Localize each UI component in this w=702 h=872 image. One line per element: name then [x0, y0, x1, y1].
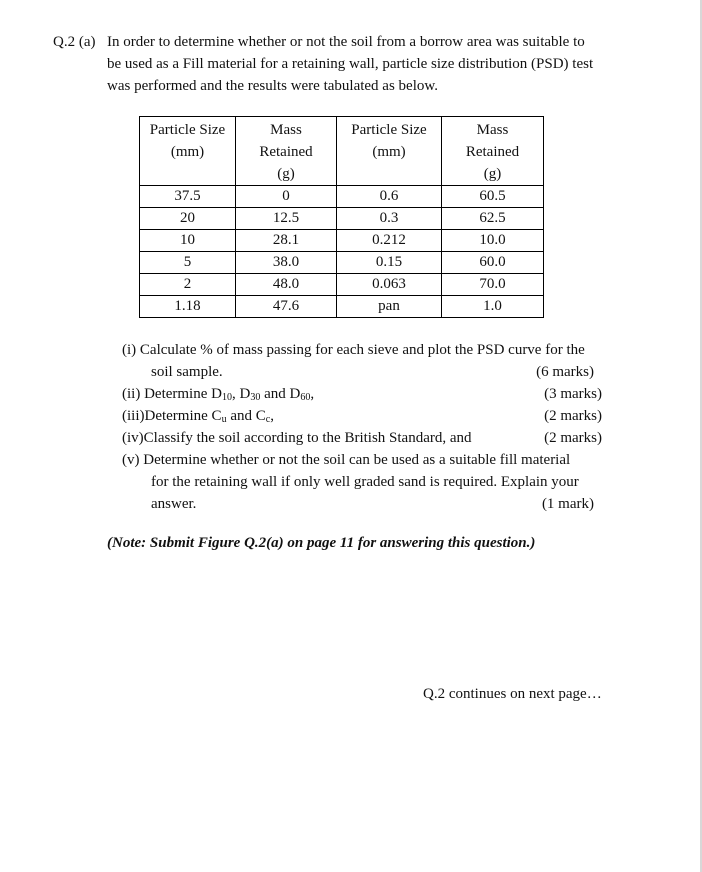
table-cell: 38.0 [236, 252, 337, 274]
header-particle-size: Particle Size (mm) [140, 117, 236, 186]
table-header-row [140, 117, 544, 186]
question-parts [122, 339, 622, 515]
table-cell: 12.5 [236, 208, 337, 230]
question-line: be used as a Fill material for a retaining wall, particle size distribution (PSD) test [107, 56, 594, 72]
header-particle-size: Particle Size (mm) [337, 117, 442, 186]
psd-results-table [139, 116, 544, 318]
table-row [140, 252, 544, 274]
question-line: In order to determine whether or not the soil from a borrow area was suitable to [107, 34, 585, 50]
part-text: soil sample. [151, 364, 223, 380]
part-v [122, 449, 622, 471]
question-text [107, 31, 621, 97]
part-iv [122, 427, 622, 449]
part-text: for the retaining wall if only well graded sand is required. Explain your [151, 474, 579, 490]
part-marks: (1 mark) [541, 496, 594, 512]
part-text: answer. [151, 496, 197, 512]
part-text: (iii)Determine $C_u$ and $C_c$, [122, 408, 274, 425]
table-row [140, 230, 544, 252]
part-v-continued [122, 471, 622, 493]
question-line: was performed and the results were tabulated as below. [107, 78, 438, 94]
table-cell: 60.5 [442, 186, 544, 208]
part-iii [122, 405, 622, 427]
table-cell: 28.1 [236, 230, 337, 252]
continues-footer: Q.2 continues on next page… [423, 686, 602, 702]
table-cell: 20 [140, 208, 236, 230]
part-text: (i) Calculate % of mass passing for each sieve and plot the PSD curve for the [122, 342, 585, 358]
table-cell: 0.212 [337, 230, 442, 252]
header-mass-retained: Mass Retained (g) [442, 117, 544, 186]
part-marks: (6 marks) [536, 364, 594, 380]
table-cell: 2 [140, 274, 236, 296]
part-v-continued [122, 493, 622, 515]
table-cell: 0.063 [337, 274, 442, 296]
table-cell: 0.15 [337, 252, 442, 274]
table-cell: 0.3 [337, 208, 442, 230]
table-cell: pan [337, 296, 442, 318]
part-i [122, 339, 622, 361]
part-marks: (2 marks) [544, 430, 602, 446]
table-cell: 0 [236, 186, 337, 208]
table-row [140, 208, 544, 230]
table-row [140, 296, 544, 318]
table-row [140, 186, 544, 208]
header-mass-retained: Mass Retained (g) [236, 117, 337, 186]
part-text: (ii) Determine $D_{10}$, $D_{30}$ and $D_{60}$, [122, 386, 315, 403]
table-cell: 62.5 [442, 208, 544, 230]
part-text: (v) Determine whether or not the soil can be used as a suitable fill material [122, 452, 571, 468]
table-cell: 48.0 [236, 274, 337, 296]
table-cell: 60.0 [442, 252, 544, 274]
part-marks: (3 marks) [544, 386, 602, 402]
table-cell: 1.0 [442, 296, 544, 318]
submission-note: (Note: Submit Figure Q.2(a) on page 11 for answering this question.) [107, 535, 536, 551]
table-cell: 1.18 [140, 296, 236, 318]
table-cell: 10 [140, 230, 236, 252]
table-cell: 0.6 [337, 186, 442, 208]
question-label: Q.2 (a) [53, 34, 96, 50]
table-cell: 37.5 [140, 186, 236, 208]
part-ii [122, 383, 622, 405]
table-cell: 70.0 [442, 274, 544, 296]
part-marks: (2 marks) [544, 408, 602, 424]
table-cell: 5 [140, 252, 236, 274]
part-text: (iv)Classify the soil according to the British Standard, and [122, 430, 472, 446]
table-cell: 47.6 [236, 296, 337, 318]
table-row [140, 274, 544, 296]
table-cell: 10.0 [442, 230, 544, 252]
part-i-continued [122, 361, 622, 383]
